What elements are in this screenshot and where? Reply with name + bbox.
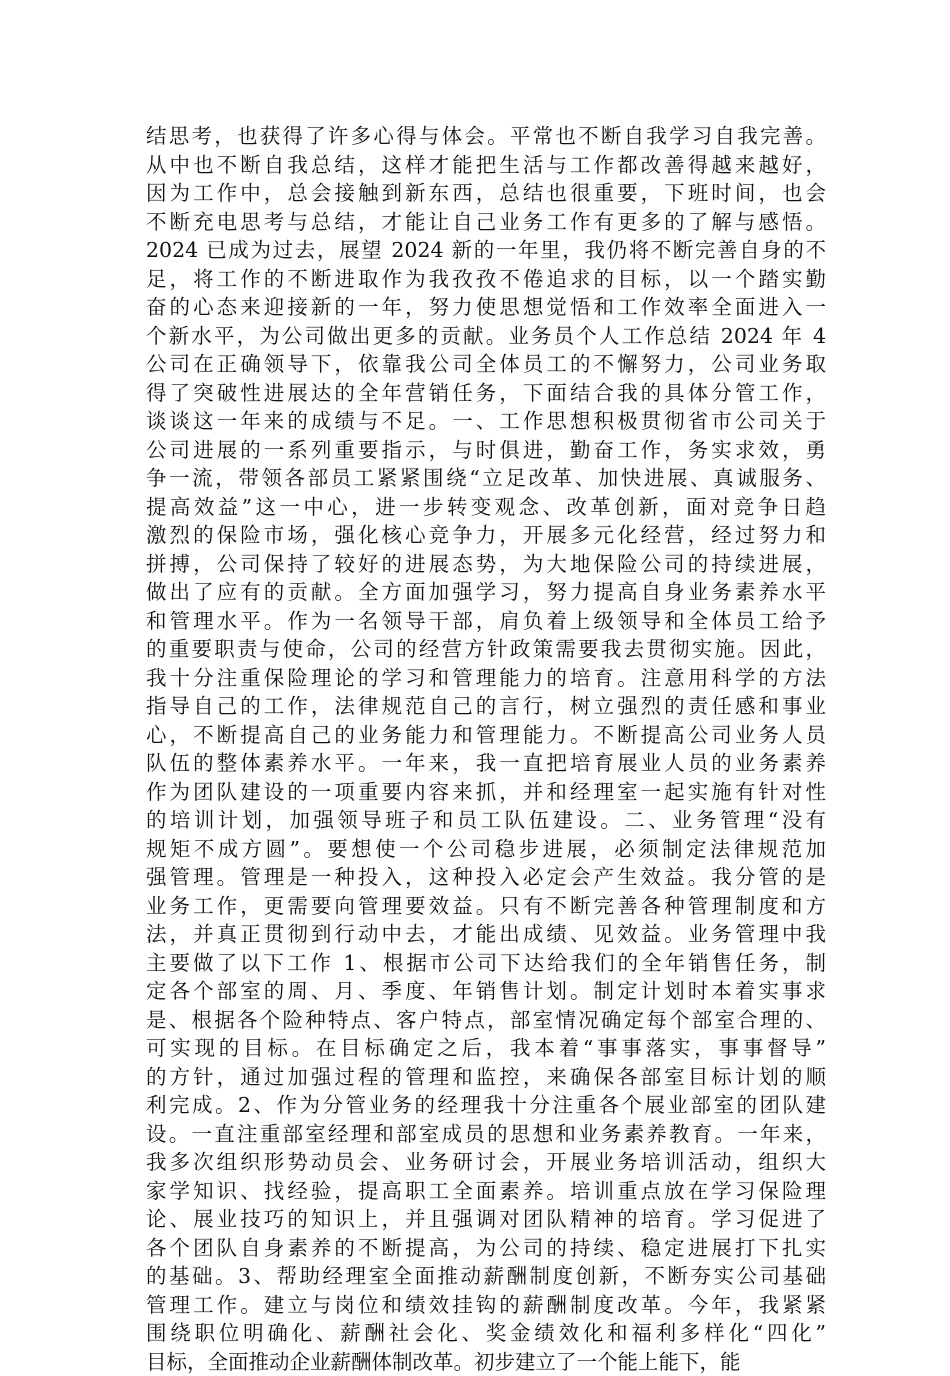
text-line: 的培训计划，加强领导班子和员工队伍建设。二、业务管理“没有 xyxy=(146,806,826,835)
text-line: 利完成。2、作为分管业务的经理我十分注重各个展业部室的团队建 xyxy=(146,1091,826,1120)
text-line: 足，将工作的不断进取作为我孜孜不倦追求的目标，以一个踏实勤 xyxy=(146,265,826,294)
text-line: 可实现的目标。在目标确定之后，我本着“事事落实，事事督导” xyxy=(146,1034,826,1063)
text-line: 做出了应有的贡献。全方面加强学习，努力提高自身业务素养水平 xyxy=(146,578,826,607)
text-line: 谈谈这一年来的成绩与不足。一、工作思想积极贯彻省市公司关于 xyxy=(146,407,826,436)
text-line: 的重要职责与使命，公司的经营方针政策需要我去贯彻实施。因此， xyxy=(146,635,826,664)
text-line: 队伍的整体素养水平。一年来，我一直把培育展业人员的业务素养 xyxy=(146,749,826,778)
text-line: 得了突破性进展达的全年营销任务，下面结合我的具体分管工作， xyxy=(146,379,826,408)
text-line: 公司进展的一系列重要指示，与时俱进，勤奋工作，务实求效，勇 xyxy=(146,436,826,465)
text-line: 我多次组织形势动员会、业务研讨会，开展业务培训活动，组织大 xyxy=(146,1148,826,1177)
text-line: 个新水平，为公司做出更多的贡献。业务员个人工作总结 2024 年 4 xyxy=(146,322,826,351)
text-line: 围绕职位明确化、薪酬社会化、奖金绩效化和福利多样化“四化” xyxy=(146,1319,826,1348)
text-line: 各个团队自身素养的不断提高，为公司的持续、稳定进展打下扎实 xyxy=(146,1234,826,1263)
text-line: 主要做了以下工作 1、根据市公司下达给我们的全年销售任务，制 xyxy=(146,949,826,978)
text-line: 争一流，带领各部员工紧紧围绕“立足改革、加快进展、真诚服务、 xyxy=(146,464,826,493)
text-line: 心，不断提高自己的业务能力和管理能力。不断提高公司业务人员 xyxy=(146,721,826,750)
text-line: 不断充电思考与总结，才能让自己业务工作有更多的了解与感悟。 xyxy=(146,208,826,237)
text-line: 业务工作，更需要向管理要效益。只有不断完善各种管理制度和方 xyxy=(146,892,826,921)
text-line: 从中也不断自我总结，这样才能把生活与工作都改善得越来越好， xyxy=(146,151,826,180)
text-line: 管理工作。建立与岗位和绩效挂钩的薪酬制度改革。今年，我紧紧 xyxy=(146,1291,826,1320)
text-line: 家学知识、找经验，提高职工全面素养。培训重点放在学习保险理 xyxy=(146,1177,826,1206)
body-text xyxy=(146,122,826,1376)
text-line: 目标，全面推动企业薪酬体制改革。初步建立了一个能上能下，能 xyxy=(146,1348,826,1376)
text-line: 公司在正确领导下，依靠我公司全体员工的不懈努力，公司业务取 xyxy=(146,350,826,379)
text-line: 因为工作中，总会接触到新东西，总结也很重要，下班时间，也会 xyxy=(146,179,826,208)
text-line: 和管理水平。作为一名领导干部，肩负着上级领导和全体员工给予 xyxy=(146,607,826,636)
text-line: 规矩不成方圆”。要想使一个公司稳步进展，必须制定法律规范加 xyxy=(146,835,826,864)
text-line: 激烈的保险市场，强化核心竞争力，开展多元化经营，经过努力和 xyxy=(146,521,826,550)
text-line: 作为团队建设的一项重要内容来抓，并和经理室一起实施有针对性 xyxy=(146,778,826,807)
text-line: 结思考，也获得了许多心得与体会。平常也不断自我学习自我完善。 xyxy=(146,122,826,151)
text-line: 法，并真正贯彻到行动中去，才能出成绩、见效益。业务管理中我 xyxy=(146,920,826,949)
text-line: 我十分注重保险理论的学习和管理能力的培育。注意用科学的方法 xyxy=(146,664,826,693)
text-line: 的方针，通过加强过程的管理和监控，来确保各部室目标计划的顺 xyxy=(146,1063,826,1092)
text-line: 强管理。管理是一种投入，这种投入必定会产生效益。我分管的是 xyxy=(146,863,826,892)
text-line: 指导自己的工作，法律规范自己的言行，树立强烈的责任感和事业 xyxy=(146,692,826,721)
text-line: 奋的心态来迎接新的一年，努力使思想觉悟和工作效率全面进入一 xyxy=(146,293,826,322)
text-line: 提高效益”这一中心，进一步转变观念、改革创新，面对竞争日趋 xyxy=(146,493,826,522)
text-line: 定各个部室的周、月、季度、年销售计划。制定计划时本着实事求 xyxy=(146,977,826,1006)
text-line: 是、根据各个险种特点、客户特点，部室情况确定每个部室合理的、 xyxy=(146,1006,826,1035)
text-line: 2024 已成为过去，展望 2024 新的一年里，我仍将不断完善自身的不 xyxy=(146,236,826,265)
text-line: 论、展业技巧的知识上，并且强调对团队精神的培育。学习促进了 xyxy=(146,1205,826,1234)
text-line: 拼搏，公司保持了较好的进展态势，为大地保险公司的持续进展， xyxy=(146,550,826,579)
text-line: 设。一直注重部室经理和部室成员的思想和业务素养教育。一年来， xyxy=(146,1120,826,1149)
text-line: 的基础。3、帮助经理室全面推动薪酬制度创新，不断夯实公司基础 xyxy=(146,1262,826,1291)
